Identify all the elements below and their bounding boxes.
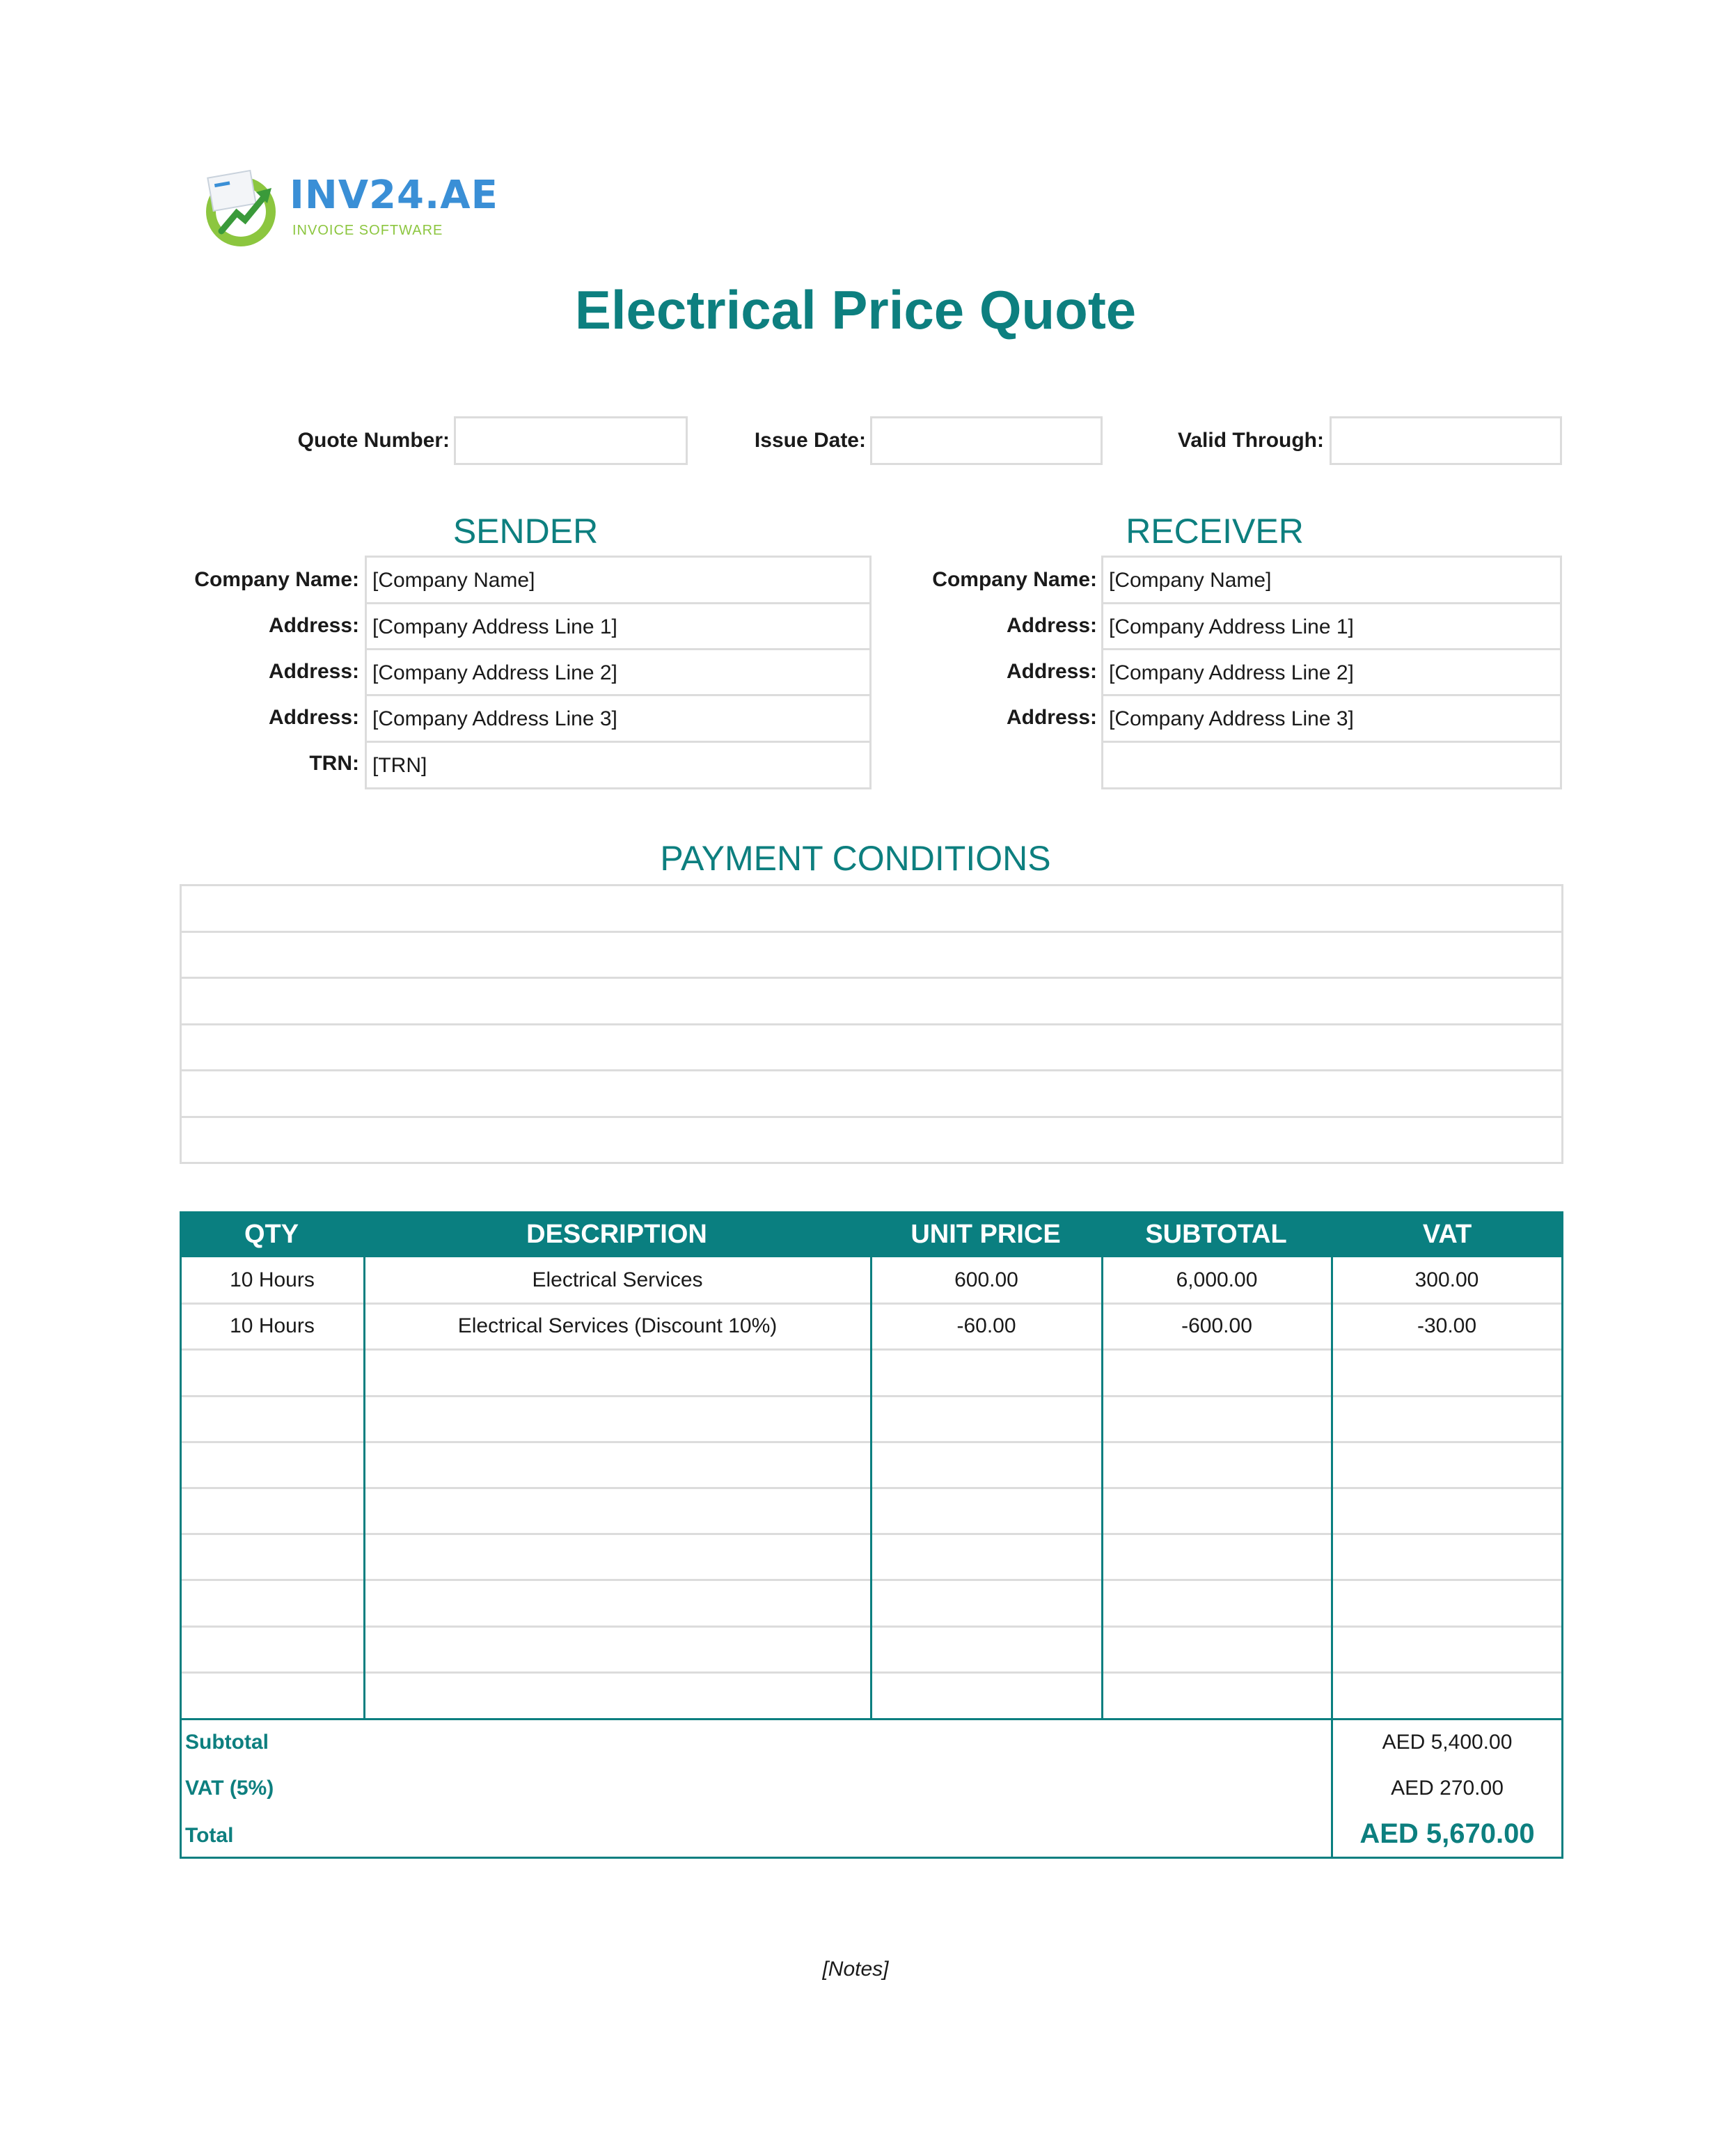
table-border — [180, 1718, 1563, 1720]
cell-subtotal[interactable]: -600.00 — [1181, 1314, 1252, 1338]
total-label: Total — [185, 1824, 234, 1847]
payment-line[interactable] — [180, 977, 1563, 1025]
receiver-address3-value: [Company Address Line 3] — [1109, 707, 1354, 730]
cell-unit-price[interactable]: -60.00 — [956, 1314, 1016, 1338]
items-table-header — [180, 1211, 1563, 1257]
sender-address3-value: [Company Address Line 3] — [372, 707, 617, 730]
sender-address2-label: Address: — [268, 660, 359, 683]
issue-date-label: Issue Date: — [754, 429, 866, 452]
issue-date-field[interactable] — [870, 416, 1103, 465]
logo-icon — [200, 167, 284, 251]
subtotal-value: AED 5,400.00 — [1382, 1731, 1513, 1754]
company-logo — [200, 167, 498, 251]
sender-company-field[interactable] — [365, 556, 872, 604]
header-qty: QTY — [244, 1220, 299, 1249]
cell-vat[interactable]: 300.00 — [1414, 1268, 1479, 1291]
receiver-address3-field[interactable] — [1101, 694, 1562, 743]
valid-through-field[interactable] — [1330, 416, 1562, 465]
cell-unit-price[interactable]: 600.00 — [954, 1268, 1018, 1291]
receiver-address1-value: [Company Address Line 1] — [1109, 615, 1354, 638]
logo-tagline: INVOICE SOFTWARE — [292, 223, 443, 238]
cell-subtotal[interactable]: 6,000.00 — [1176, 1268, 1258, 1291]
receiver-address1-label: Address: — [1006, 614, 1097, 637]
payment-line[interactable] — [180, 1069, 1563, 1118]
cell-description[interactable]: Electrical Services — [532, 1268, 703, 1291]
table-border — [363, 1257, 365, 1720]
receiver-address2-value: [Company Address Line 2] — [1109, 661, 1354, 684]
receiver-company-field[interactable] — [1101, 556, 1562, 604]
total-value: AED 5,670.00 — [1359, 1818, 1535, 1849]
logo-brand-text: INV24.AE — [290, 173, 498, 218]
sender-address2-value: [Company Address Line 2] — [372, 661, 617, 684]
cell-qty[interactable]: 10 Hours — [230, 1314, 315, 1338]
notes: [Notes] — [822, 1958, 889, 1981]
sender-trn-field[interactable] — [365, 741, 872, 789]
receiver-company-label: Company Name: — [932, 568, 1097, 591]
subtotal-label: Subtotal — [185, 1731, 269, 1754]
sender-address3-label: Address: — [268, 706, 359, 729]
header-vat: VAT — [1422, 1220, 1472, 1249]
vat-label: VAT (5%) — [185, 1777, 274, 1800]
sender-address3-field[interactable] — [365, 694, 872, 743]
table-border — [180, 1857, 1563, 1859]
sender-trn-label: TRN: — [309, 752, 359, 775]
sender-address2-field[interactable] — [365, 648, 872, 696]
payment-conditions-heading: PAYMENT CONDITIONS — [660, 839, 1051, 878]
valid-through-label: Valid Through: — [1178, 429, 1324, 452]
header-description: DESCRIPTION — [526, 1220, 707, 1249]
sender-company-value: [Company Name] — [372, 569, 535, 592]
receiver-address3-label: Address: — [1006, 706, 1097, 729]
table-border — [1101, 1257, 1103, 1720]
receiver-extra-field[interactable] — [1101, 741, 1562, 789]
receiver-address2-label: Address: — [1006, 660, 1097, 683]
payment-line[interactable] — [180, 931, 1563, 979]
table-border — [1561, 1257, 1563, 1859]
sender-address1-field[interactable] — [365, 602, 872, 650]
header-unit-price: UNIT PRICE — [910, 1220, 1061, 1249]
quote-number-field[interactable] — [454, 416, 688, 465]
quote-number-label: Quote Number: — [297, 429, 450, 452]
sender-trn-value: [TRN] — [372, 754, 427, 777]
cell-vat[interactable]: -30.00 — [1417, 1314, 1477, 1338]
table-border — [1331, 1257, 1333, 1859]
sender-address1-label: Address: — [268, 614, 359, 637]
cell-qty[interactable]: 10 Hours — [230, 1268, 315, 1291]
sender-address1-value: [Company Address Line 1] — [372, 615, 617, 638]
header-subtotal: SUBTOTAL — [1145, 1220, 1287, 1249]
receiver-address2-field[interactable] — [1101, 648, 1562, 696]
receiver-heading: RECEIVER — [1126, 512, 1304, 551]
receiver-company-value: [Company Name] — [1109, 569, 1272, 592]
vat-value: AED 270.00 — [1391, 1777, 1504, 1800]
table-border — [180, 1257, 182, 1859]
table-border — [870, 1257, 872, 1720]
sender-company-label: Company Name: — [194, 568, 359, 591]
payment-line[interactable] — [180, 884, 1563, 933]
cell-description[interactable]: Electrical Services (Discount 10%) — [457, 1314, 778, 1338]
receiver-address1-field[interactable] — [1101, 602, 1562, 650]
payment-line[interactable] — [180, 1023, 1563, 1071]
payment-line[interactable] — [180, 1116, 1563, 1164]
sender-heading: SENDER — [452, 512, 599, 551]
page-title: Electrical Price Quote — [574, 279, 1137, 340]
